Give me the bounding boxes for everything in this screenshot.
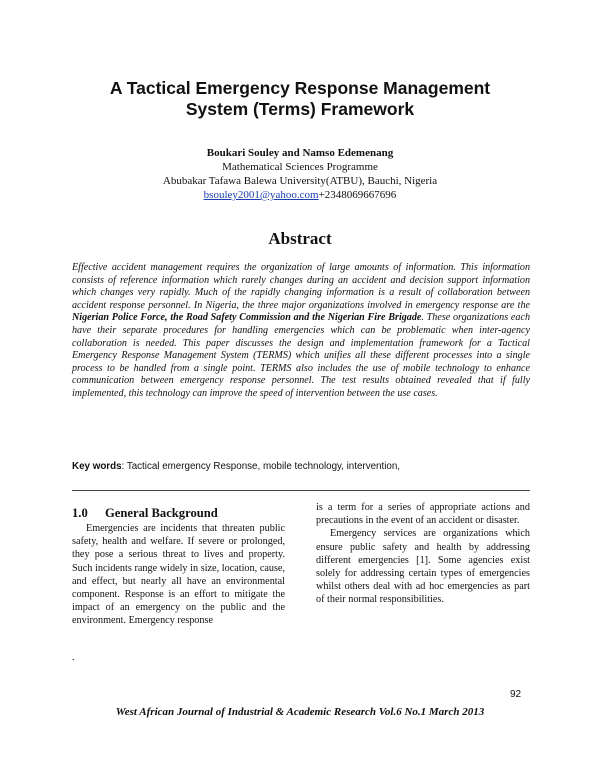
keywords-line — [72, 461, 400, 472]
author-university: Abubakar Tafawa Balewa University(ATBU), Bauchi, Nigeria — [162, 175, 438, 187]
author-department: Mathematical Sciences Programme — [222, 161, 378, 173]
author-phone: +2348069667696 — [318, 189, 397, 201]
left-column — [72, 506, 285, 628]
keywords-label: Key words — [72, 461, 122, 472]
abstract-text-part-1: Effective accident management requires the organization of large amounts of information. This information consists of reference information which rarely changes during an accident and decision support information which changes very rapidly. Much of the rapidly changing information is a result of collaboration between accident response personnel. In Nigeria, the three major organizations involved in emergency response are the — [72, 262, 530, 311]
paper-title-line-1: A Tactical Emergency Response Management — [109, 78, 491, 98]
section-title: General Background — [105, 506, 218, 520]
abstract-text-part-2: . These organizations each have their separate procedures for handling emergencies which can be problematic when inter-agency collaboration is needed. This paper discusses the design and implementation framework for a Tactical Emergency Response Management System (TERMS) which unifies all these different processes into a single process to be handled from a single point. TERMS also includes the use of mobile technology to enhance communication between emergency response personnel. The test results obtained revealed that if fully implemented, this technology can improve the speed of intervention between the use cases. — [72, 312, 530, 399]
right-column — [316, 501, 530, 607]
right-column-paragraph-2: Emergency services are organizations which ensure public safety and health by addressing different emergencies [1]. Some agencies exist solely for addressing certain types of emergencies whilst others deal with ad hoc emergencies as part of their normal responsibilities. — [316, 528, 530, 606]
paper-title-line-2: System (Terms) Framework — [185, 99, 415, 119]
section-divider — [72, 490, 530, 491]
abstract-organizations: Nigerian Police Force, the Road Safety Commission and the Nigerian Fire Brigade — [72, 312, 422, 324]
right-column-paragraph-1: is a term for a series of appropriate actions and precautions in the event of an accident or disaster. — [316, 502, 530, 527]
stray-mark: . — [72, 652, 75, 663]
author-block — [0, 146, 600, 202]
left-column-paragraph: Emergencies are incidents that threaten public safety, health and welfare. If severe or prolonged, they pose a serious threat to lives and property. Such incidents range widely in size, location, cause, and effect, but nearly all have an environmental component. Response is an effort to mitigate the impact of an emergency on the public and the environment. Emergency response — [72, 523, 285, 627]
author-email-link[interactable]: bsouley2001@yahoo.com — [203, 189, 319, 201]
author-names: Boukari Souley and Namso Edemenang — [206, 147, 394, 159]
abstract-body — [72, 262, 530, 401]
abstract-heading: Abstract — [268, 229, 332, 248]
journal-footer: West African Journal of Industrial & Academic Research Vol.6 No.1 March 2013 — [115, 706, 485, 718]
section-number: 1.0 — [72, 506, 88, 520]
keywords-text: : Tactical emergency Response, mobile technology, intervention, — [121, 461, 401, 472]
page-number: 92 — [510, 689, 522, 700]
paper-title — [0, 78, 600, 120]
author-contact — [0, 188, 600, 202]
section-heading — [72, 506, 285, 521]
